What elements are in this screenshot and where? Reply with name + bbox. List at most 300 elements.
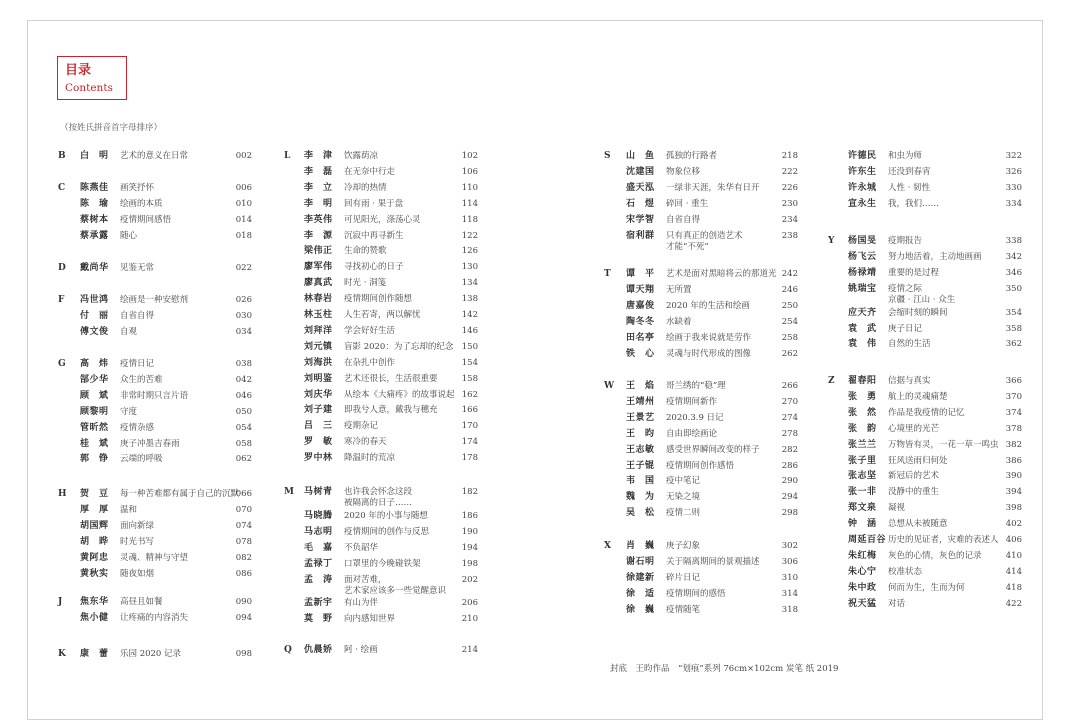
- toc-entry[interactable]: [58, 294, 252, 307]
- essay-title: 守度: [120, 406, 138, 417]
- toc-entry[interactable]: [828, 423, 1022, 436]
- toc-entry[interactable]: [828, 166, 1022, 179]
- essay-title: 画笑抒怀: [120, 183, 155, 193]
- toc-entry[interactable]: [284, 261, 478, 274]
- toc-entry[interactable]: [58, 438, 252, 451]
- page-number: 306: [781, 556, 798, 567]
- page-number: 402: [1005, 519, 1022, 530]
- essay-title: 心境里的光芒: [888, 423, 940, 434]
- toc-entry[interactable]: [604, 166, 798, 179]
- page-number: 414: [1005, 566, 1022, 577]
- toc-entry[interactable]: [828, 283, 1022, 305]
- index-letter: G: [58, 359, 66, 369]
- essay-title: 高昼且如餐: [120, 597, 163, 607]
- essay-title: 沉寂中再寻新生: [344, 230, 404, 241]
- artist-name: 许永城: [848, 182, 877, 193]
- index-letter: F: [58, 295, 65, 305]
- essay-title: 关于隔离期间的景观描述: [666, 556, 760, 567]
- artist-name: 黄秋实: [80, 568, 109, 579]
- toc-entry[interactable]: [58, 406, 252, 419]
- page-number: 358: [1005, 323, 1022, 334]
- toc-entry[interactable]: [58, 520, 252, 533]
- toc-entry[interactable]: [604, 214, 798, 227]
- index-letter: D: [58, 263, 66, 273]
- toc-entry[interactable]: [604, 572, 798, 585]
- essay-title: 作品是我疫情的记忆: [888, 407, 965, 418]
- essay-title: 非常时期只言片语: [120, 390, 189, 401]
- artist-name: 顾 斌: [80, 390, 109, 401]
- artist-name: 张兰兰: [848, 439, 877, 450]
- toc-entry[interactable]: [604, 182, 798, 195]
- toc-entry[interactable]: [828, 338, 1022, 351]
- artist-name: 郜少华: [80, 374, 109, 385]
- artist-name: 张一非: [848, 487, 877, 498]
- artist-name: 袁 武: [848, 323, 877, 334]
- artist-name: 王靖州: [626, 396, 655, 407]
- toc-entry[interactable]: [284, 613, 478, 626]
- toc-entry[interactable]: [828, 198, 1022, 211]
- toc-entry[interactable]: [604, 556, 798, 569]
- essay-title: 在杂扎中创作: [344, 357, 396, 368]
- essay-title: 信据与真实: [888, 376, 931, 386]
- artist-name: 谭 平: [626, 269, 655, 279]
- sort-note: （按姓氏拼音首字母排序）: [60, 123, 163, 133]
- toc-entry[interactable]: [58, 230, 252, 243]
- page-number: 338: [1005, 236, 1022, 246]
- artist-name: 刘拜洋: [304, 325, 333, 336]
- page-number: 198: [461, 558, 478, 569]
- artist-name: 杨飞云: [848, 251, 877, 262]
- toc-entry[interactable]: [284, 150, 478, 163]
- toc-entry[interactable]: [828, 391, 1022, 404]
- page-number: 382: [1005, 439, 1022, 450]
- toc-entry[interactable]: [284, 542, 478, 555]
- toc-entry[interactable]: [604, 230, 798, 252]
- toc-entry[interactable]: [604, 604, 798, 617]
- page-number: 042: [235, 374, 252, 385]
- toc-entry[interactable]: [828, 407, 1022, 420]
- artist-name: 吕 三: [304, 421, 333, 432]
- artist-name: 廖真武: [304, 278, 333, 289]
- essay-title: 2020.3.9 日记: [666, 412, 724, 423]
- artist-name: 张 韵: [848, 423, 877, 434]
- toc-entry[interactable]: [284, 436, 478, 449]
- essay-title: 无所置: [666, 284, 692, 295]
- page-number: 334: [1005, 198, 1022, 209]
- essay-title: 狂风送雨归何处: [888, 455, 948, 466]
- toc-entry[interactable]: [58, 326, 252, 339]
- artist-name: 王 焰: [626, 381, 655, 391]
- essay-title: 会缩时刻的瞬间: [888, 307, 948, 318]
- page-number: 390: [1005, 471, 1022, 482]
- essay-title: 疫情期间新作: [666, 396, 718, 407]
- toc-entry[interactable]: [828, 455, 1022, 468]
- essay-title: 可见阳光，涤荡心灵: [344, 214, 421, 225]
- toc-entry[interactable]: [828, 502, 1022, 515]
- toc-entry[interactable]: [828, 598, 1022, 611]
- page-number: 150: [461, 341, 478, 352]
- essay-title: 冷却的热情: [344, 182, 387, 193]
- toc-entry[interactable]: [828, 470, 1022, 483]
- toc-entry[interactable]: [284, 214, 478, 227]
- toc-entry[interactable]: [828, 518, 1022, 531]
- toc-entry[interactable]: [58, 182, 252, 195]
- essay-title: 每一种苦难都有属于自己的沉默: [120, 489, 240, 499]
- page-number: 026: [235, 295, 252, 305]
- page-number: 318: [781, 604, 798, 615]
- page-number: 378: [1005, 423, 1022, 434]
- page-number: 174: [461, 437, 478, 448]
- toc-entry[interactable]: [58, 552, 252, 565]
- toc-entry[interactable]: [828, 251, 1022, 264]
- contents-heading-box: [57, 56, 127, 100]
- artist-name: 田名亭: [626, 332, 655, 343]
- artist-name: 刘海洪: [304, 357, 333, 368]
- toc-entry[interactable]: [284, 198, 478, 211]
- page-number: 194: [461, 542, 478, 553]
- page-number: 258: [781, 332, 798, 343]
- essay-title: 盲影 2020：为了忘却的纪念: [344, 341, 454, 352]
- artist-name: 焦东华: [80, 597, 109, 607]
- artist-name: 马晓腾: [304, 510, 333, 521]
- essay-title: 随心: [120, 230, 138, 241]
- toc-entry[interactable]: [58, 422, 252, 435]
- page-number: 070: [235, 504, 252, 515]
- toc-entry[interactable]: [284, 597, 478, 610]
- page-number: 386: [1005, 455, 1022, 466]
- essay-title: 只有真正的创造艺术: [666, 230, 743, 241]
- toc-entry[interactable]: [828, 267, 1022, 280]
- essay-title: 回有雨 · 果于盘: [344, 198, 404, 209]
- page-number: 058: [235, 438, 252, 449]
- essay-title: 向内感知世界: [344, 614, 396, 625]
- toc-entry[interactable]: [604, 284, 798, 297]
- page-number: 106: [461, 166, 478, 177]
- essay-title: 绘画的本质: [120, 198, 163, 209]
- toc-entry[interactable]: [58, 596, 252, 609]
- page-number: 110: [461, 182, 478, 193]
- page-number: 246: [781, 284, 798, 295]
- toc-entry[interactable]: [604, 588, 798, 601]
- essay-title-continued: 京疆 · 江山 · 众生: [888, 294, 956, 305]
- essay-title: 疫情日记: [120, 359, 155, 369]
- toc-entry[interactable]: [58, 536, 252, 549]
- artist-name: 郭 铮: [80, 454, 109, 465]
- toc-entry[interactable]: [828, 307, 1022, 320]
- toc-entry[interactable]: [284, 452, 478, 465]
- page-number: 134: [461, 278, 478, 289]
- toc-entry[interactable]: [284, 166, 478, 179]
- essay-title: 航上的灵魂痛楚: [888, 391, 948, 402]
- toc-entry[interactable]: [828, 375, 1022, 388]
- index-letter: H: [58, 489, 67, 499]
- page-number: 034: [235, 326, 252, 337]
- essay-title: 对话: [888, 598, 906, 609]
- artist-name: 谢石明: [626, 556, 655, 567]
- essay-title: 云端的呼吸: [120, 454, 163, 465]
- page-number: 154: [461, 357, 478, 368]
- toc-entry[interactable]: [284, 574, 478, 596]
- artist-name: 林春岩: [304, 294, 333, 305]
- page-number: 282: [781, 444, 798, 455]
- page-number: 146: [461, 325, 478, 336]
- toc-entry[interactable]: [284, 558, 478, 571]
- essay-title: 庚子冲墨吉春雨: [120, 438, 180, 449]
- essay-title: 庚子日记: [888, 323, 923, 334]
- essay-title: 总想从未被随意: [888, 519, 948, 530]
- essay-title: 学会好好生活: [344, 325, 396, 336]
- essay-title: 从绘本《大痛疼》的故事说起: [344, 389, 455, 400]
- artist-name: 李 津: [304, 151, 333, 161]
- toc-entry[interactable]: [58, 488, 252, 501]
- toc-entry[interactable]: [284, 420, 478, 433]
- artist-name: 陈燕佳: [80, 183, 109, 193]
- contents-heading-zh: 目录: [65, 63, 92, 78]
- toc-entry[interactable]: [828, 150, 1022, 163]
- toc-entry[interactable]: [604, 507, 798, 520]
- artist-name: 钟 涵: [848, 519, 877, 530]
- toc-entry[interactable]: [58, 262, 252, 275]
- toc-entry[interactable]: [604, 300, 798, 313]
- toc-entry[interactable]: [828, 566, 1022, 579]
- artist-name: 徐 适: [626, 588, 655, 599]
- artist-name: 蔡承露: [80, 230, 109, 241]
- page-number: 326: [1005, 166, 1022, 177]
- essay-title: 人性 · 韧性: [888, 182, 931, 193]
- toc-entry[interactable]: [828, 550, 1022, 563]
- artist-name: 陶冬冬: [626, 316, 655, 327]
- essay-title: 努力地活着，主动地画画: [888, 251, 982, 262]
- artist-name: 胡国辉: [80, 520, 109, 531]
- essay-title: 乐园 2020 记录: [120, 649, 182, 659]
- essay-title: 绘画于我来说就是劳作: [666, 332, 752, 343]
- page-number: 038: [235, 359, 252, 369]
- essay-title: 一绿非天涯，朱华有日开: [666, 182, 760, 193]
- artist-name: 宋学智: [626, 214, 655, 225]
- page-number: 086: [235, 568, 252, 579]
- toc-entry[interactable]: [284, 277, 478, 290]
- essay-title-continued: 被隔离的日子……: [344, 498, 413, 508]
- toc-entry[interactable]: [828, 323, 1022, 336]
- artist-name: 刘明鉴: [304, 373, 333, 384]
- page-number: 190: [461, 526, 478, 537]
- toc-entry[interactable]: [284, 510, 478, 523]
- toc-entry[interactable]: [284, 357, 478, 370]
- artist-name: 仇晨娇: [304, 645, 333, 655]
- artist-name: 傅文俊: [80, 326, 109, 337]
- essay-title: 饮露荫凉: [344, 151, 379, 161]
- page-number: 218: [781, 151, 798, 161]
- essay-title: 不负韶华: [344, 542, 379, 553]
- page-number: 118: [461, 214, 478, 225]
- toc-entry[interactable]: [58, 648, 252, 661]
- toc-entry[interactable]: [604, 428, 798, 441]
- toc-entry[interactable]: [284, 486, 478, 508]
- page-number: 006: [235, 183, 252, 193]
- artist-name: 许德民: [848, 151, 877, 161]
- essay-title: 疫情期间创作随想: [344, 294, 413, 305]
- contents-heading-en: Contents: [65, 82, 113, 94]
- toc-entry[interactable]: [58, 453, 252, 466]
- toc-entry[interactable]: [828, 486, 1022, 499]
- toc-entry[interactable]: [604, 198, 798, 211]
- toc-entry[interactable]: [284, 245, 478, 258]
- toc-entry[interactable]: [58, 504, 252, 517]
- toc-entry[interactable]: [58, 214, 252, 227]
- artist-name: 石 煜: [626, 198, 655, 209]
- index-letter: X: [604, 541, 611, 551]
- artist-name: 王志敏: [626, 444, 655, 455]
- artist-name: 毛 嘉: [304, 542, 333, 553]
- artist-name: 徐建新: [626, 572, 655, 583]
- index-letter: W: [604, 381, 615, 391]
- essay-title: 疫情杂感: [120, 422, 155, 433]
- essay-title: 面向新绿: [120, 520, 155, 531]
- toc-entry[interactable]: [58, 612, 252, 625]
- toc-entry[interactable]: [828, 182, 1022, 195]
- page-number: 374: [1005, 407, 1022, 418]
- page-number: 206: [461, 598, 478, 609]
- essay-title: 凝视: [888, 503, 906, 514]
- artist-name: 吴 松: [626, 508, 655, 519]
- artist-name: 朱中政: [848, 582, 877, 593]
- toc-entry[interactable]: [58, 358, 252, 371]
- toc-entry[interactable]: [604, 396, 798, 409]
- index-letter: Z: [828, 376, 835, 386]
- artist-name: 罗 敏: [304, 437, 333, 448]
- index-letter: J: [58, 597, 63, 607]
- artist-name: 朱心宁: [848, 566, 877, 577]
- toc-entry[interactable]: [284, 644, 478, 657]
- toc-entry[interactable]: [604, 444, 798, 457]
- essay-title: 物象位移: [666, 166, 701, 177]
- toc-entry[interactable]: [604, 150, 798, 163]
- artist-name: 韦 国: [626, 476, 655, 487]
- artist-name: 唐嘉俊: [626, 300, 655, 311]
- artist-name: 林玉柱: [304, 310, 333, 320]
- toc-entry[interactable]: [828, 439, 1022, 452]
- page-number: 254: [781, 316, 798, 327]
- page-number: 422: [1005, 598, 1022, 609]
- essay-title: 碎回 · 重生: [666, 198, 709, 209]
- toc-entry[interactable]: [604, 348, 798, 361]
- essay-title: 灵魂、精神与守望: [120, 552, 189, 563]
- toc-entry[interactable]: [604, 268, 798, 281]
- artist-name: 刘庆华: [304, 389, 333, 400]
- page-number: 410: [1005, 550, 1022, 561]
- essay-title: 有山为伴: [344, 598, 379, 609]
- essay-title: 疫情期间创作感悟: [666, 460, 735, 471]
- essay-title: 阿 · 绘画: [344, 645, 378, 655]
- page-number: 142: [461, 310, 478, 320]
- artist-name: 高 炜: [80, 359, 109, 369]
- artist-name: 罗中林: [304, 453, 333, 464]
- essay-title: 艺术是面对黑暗将云的那道光: [666, 269, 777, 279]
- page-number: 178: [461, 453, 478, 464]
- artist-name: 胡 晔: [80, 536, 109, 547]
- toc-entry[interactable]: [284, 293, 478, 306]
- index-letter: T: [604, 269, 611, 279]
- essay-title: 无染之境: [666, 492, 701, 503]
- artist-name: 陈 瑜: [80, 198, 109, 209]
- page-number: 346: [1005, 267, 1022, 278]
- toc-entry[interactable]: [604, 412, 798, 425]
- artist-name: 铁 心: [626, 348, 655, 359]
- toc-entry[interactable]: [604, 475, 798, 488]
- toc-entry[interactable]: [284, 341, 478, 354]
- toc-entry[interactable]: [58, 390, 252, 403]
- artist-name: 杨国旻: [848, 236, 877, 246]
- essay-title: 自由即绘画论: [666, 428, 718, 439]
- toc-entry[interactable]: [604, 380, 798, 393]
- page-number: 310: [781, 572, 798, 583]
- essay-title: 校准状态: [888, 566, 923, 577]
- essay-title: 2020 年的小事与随想: [344, 510, 428, 521]
- artist-name: 周延百谷: [848, 535, 887, 545]
- essay-title: 面对苦难，: [344, 574, 387, 585]
- artist-name: 张志坚: [848, 471, 877, 482]
- page-number: 394: [1005, 487, 1022, 498]
- page-number: 030: [235, 310, 252, 321]
- essay-title-continued: 艺术家应该多一些觉醒意识: [344, 585, 447, 596]
- toc-entry[interactable]: [284, 404, 478, 417]
- toc-entry[interactable]: [284, 325, 478, 338]
- essay-title: 碎片日记: [666, 572, 701, 583]
- toc-entry[interactable]: [828, 582, 1022, 595]
- toc-entry[interactable]: [284, 373, 478, 386]
- page-number: 366: [1005, 376, 1022, 386]
- artist-name: 沈建国: [626, 166, 655, 177]
- page-number: 166: [461, 405, 478, 416]
- toc-entry[interactable]: [58, 310, 252, 323]
- essay-title: 即我兮人意，戴我与穗充: [344, 405, 438, 416]
- toc-entry[interactable]: [604, 460, 798, 473]
- toc-entry[interactable]: [604, 540, 798, 553]
- artist-name: 梁伟正: [304, 246, 333, 257]
- essay-title: 自然的生活: [888, 339, 931, 350]
- artist-name: 盛天泓: [626, 182, 655, 193]
- toc-entry[interactable]: [58, 374, 252, 387]
- artist-name: 李 源: [304, 230, 333, 241]
- toc-entry[interactable]: [828, 534, 1022, 547]
- page-number: 018: [235, 230, 252, 241]
- essay-title: 感受世界瞬间改变的样子: [666, 444, 760, 455]
- page-number: 202: [461, 574, 478, 585]
- page-number: 022: [235, 263, 252, 273]
- essay-title: 艺术的意义在日常: [120, 151, 189, 161]
- toc-entry[interactable]: [604, 491, 798, 504]
- toc-entry[interactable]: [284, 389, 478, 402]
- page-number: 262: [781, 348, 798, 359]
- toc-entry[interactable]: [604, 332, 798, 345]
- toc-entry[interactable]: [284, 230, 478, 243]
- essay-title: 在无奈中行走: [344, 166, 396, 177]
- page-number: 170: [461, 421, 478, 432]
- toc-entry[interactable]: [58, 198, 252, 211]
- essay-title: 让疼痛的内容消失: [120, 612, 189, 623]
- toc-entry[interactable]: [58, 568, 252, 581]
- page-number: 090: [235, 597, 252, 607]
- essay-title: 疫情之际: [888, 283, 923, 294]
- page-number: 322: [1005, 151, 1022, 161]
- essay-title: 疫中笔记: [666, 476, 701, 487]
- toc-entry[interactable]: [284, 182, 478, 195]
- toc-entry[interactable]: [284, 526, 478, 539]
- toc-entry[interactable]: [284, 309, 478, 322]
- toc-entry[interactable]: [58, 150, 252, 163]
- toc-entry[interactable]: [828, 235, 1022, 248]
- toc-entry[interactable]: [604, 316, 798, 329]
